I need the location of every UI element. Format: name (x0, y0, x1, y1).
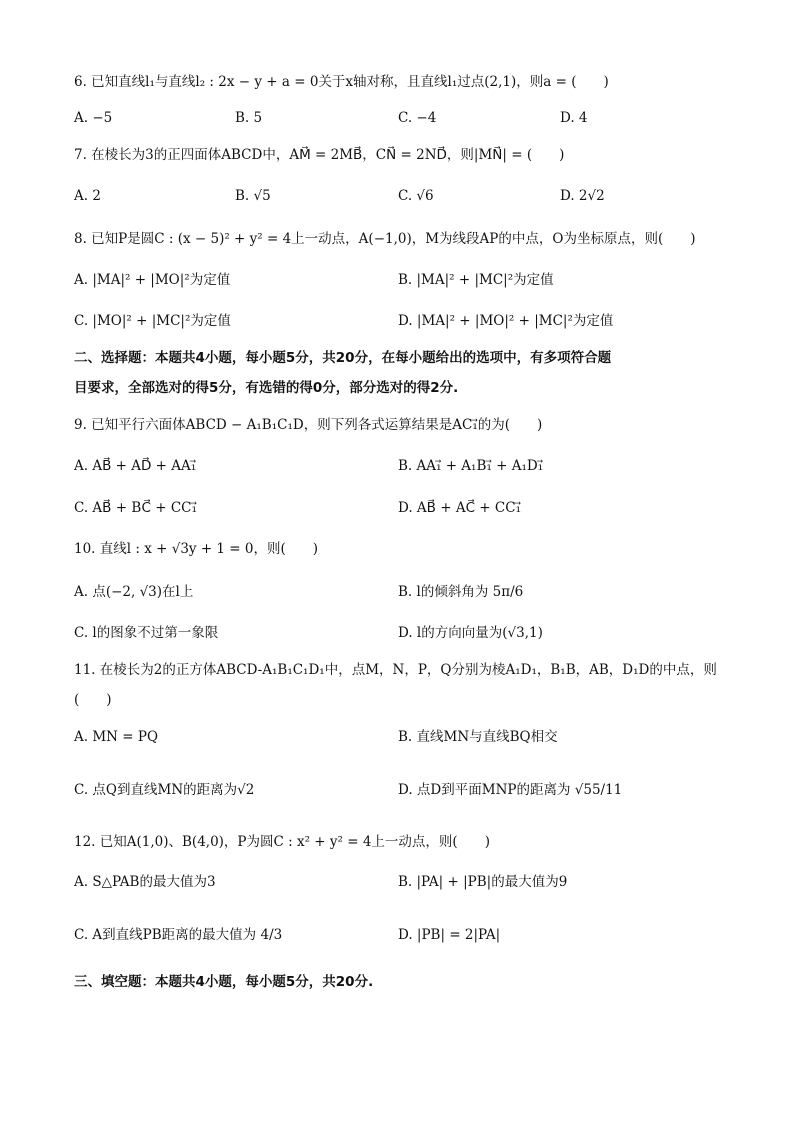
q6-option-d: D. 4 (560, 110, 588, 126)
q10-stem: 10. 直线l : x + √3y + 1 = 0，则( ) (74, 541, 319, 557)
section-2-heading: 二、选择题：本题共4小题，每小题5分，共20分，在每小题给出的选项中，有多项符合题 (74, 350, 612, 366)
q11-stem-cont: ( ) (74, 692, 112, 708)
q6-option-a: A. −5 (74, 110, 113, 126)
q11-option-c: C. 点Q到直线MN的距离为√2 (74, 782, 255, 798)
q9-option-d: D. AB⃗ + AC⃗ + CC₁⃗ (398, 500, 521, 516)
q6-option-c: C. −4 (398, 110, 437, 126)
q10-option-d: D. l的方向向量为(√3,1) (398, 625, 543, 641)
q11-option-b: B. 直线MN与直线BQ相交 (398, 729, 558, 745)
q12-option-c: C. A到直线PB距离的最大值为 4/3 (74, 927, 283, 943)
q8-stem: 8. 已知P是圆C : (x − 5)² + y² = 4上一动点，A(−1,0)，M为线段AP的中点，O为坐标原点，则( ) (74, 231, 696, 247)
q7-option-a: A. 2 (74, 188, 101, 204)
q9-option-b: B. AA₁⃗ + A₁B₁⃗ + A₁D₁⃗ (398, 458, 544, 474)
section-2-heading-cont: 目要求，全部选对的得5分，有选错的得0分，部分选对的得2分. (74, 380, 459, 396)
q7-option-b: B. √5 (235, 188, 271, 204)
q11-stem: 11. 在棱长为2的正方体ABCD-A₁B₁C₁D₁中，点M，N，P，Q分别为棱A₁D₁，B₁B，AB，D₁D的中点，则 (74, 662, 717, 678)
q8-option-b: B. |MA|² + |MC|²为定值 (398, 272, 554, 288)
q9-stem: 9. 已知平行六面体ABCD − A₁B₁C₁D，则下列各式运算结果是AC₁⃗的为( ) (74, 417, 543, 433)
q12-stem: 12. 已知A(1,0)、B(4,0)，P为圆C : x² + y² = 4上一动点，则( ) (74, 834, 490, 850)
q8-option-d: D. |MA|² + |MO|² + |MC|²为定值 (398, 313, 614, 329)
q10-option-c: C. l的图象不过第一象限 (74, 625, 219, 641)
q12-option-d: D. |PB| = 2|PA| (398, 927, 501, 943)
q6-option-b: B. 5 (235, 110, 263, 126)
q7-option-c: C. √6 (398, 188, 434, 204)
q7-stem: 7. 在棱长为3的正四面体ABCD中，AM⃗ = 2MB⃗，CN⃗ = 2ND⃗，则|MN⃗| = ( ) (74, 147, 565, 163)
q12-option-b: B. |PA| + |PB|的最大值为9 (398, 874, 568, 890)
section-3-heading: 三、填空题：本题共4小题，每小题5分，共20分. (74, 974, 374, 990)
q7-option-d: D. 2√2 (560, 188, 605, 204)
q8-option-c: C. |MO|² + |MC|²为定值 (74, 313, 231, 329)
q9-option-a: A. AB⃗ + AD⃗ + AA₁⃗ (74, 458, 197, 474)
q10-option-b: B. l的倾斜角为 5π/6 (398, 584, 524, 600)
q12-option-a: A. S△PAB的最大值为3 (74, 874, 216, 890)
q8-option-a: A. |MA|² + |MO|²为定值 (74, 272, 231, 288)
q6-stem: 6. 已知直线l₁与直线l₂ : 2x − y + a = 0关于x轴对称，且直线l₁过点(2,1)，则a = ( ) (74, 74, 609, 90)
q11-option-d: D. 点D到平面MNP的距离为 √55/11 (398, 782, 623, 798)
q11-option-a: A. MN = PQ (74, 729, 159, 745)
q9-option-c: C. AB⃗ + BC⃗ + CC₁⃗ (74, 500, 197, 516)
q10-option-a: A. 点(−2, √3)在l上 (74, 584, 194, 600)
